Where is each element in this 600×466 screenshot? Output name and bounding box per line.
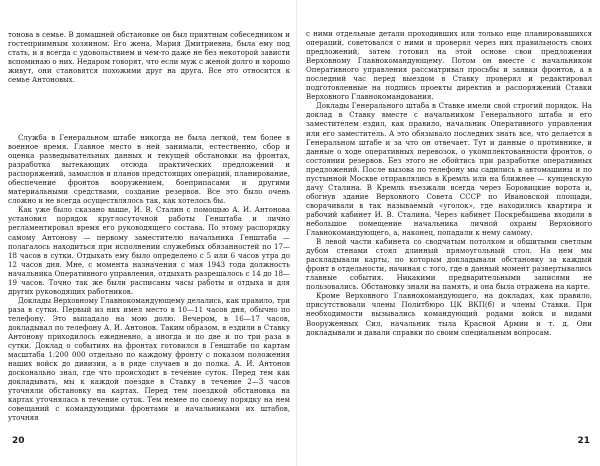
page-number: 20 <box>12 436 25 446</box>
page-number: 21 <box>577 436 590 446</box>
paragraph: В левой части кабинета со сводчатым потолком и обшитыми светлым дубом стенами стоял длинный прямоугольный стол. На нем мы раскладывали карты, по которым докладывали обстановку за каждый фронт в отдельности, начиная с того, где в данный момент развертывались главные события. Никакими предварительными записями не пользовались. Обстановку знали на память, и она была отражена на карте. <box>306 237 592 292</box>
left-page <box>8 0 290 466</box>
paragraph: Служба в Генеральном штабе никогда не была легкой, тем более в военное время. Главное место в ней занимали, естественно, сбор и оценка разведывательных данных и текущей обстановки на фронтах, разработка вытекающих отсюда практических предложений и распоряжений, замыслов и планов предстоящих операций, планирование, обеспечение фронтов вооружением, боеприпасами и другими материальными средствами, создание резервов. Все это было очень сложно и не всегда осуществлялось так, как хотелось бы. <box>8 133 290 206</box>
gutter <box>296 0 297 466</box>
left-top-block <box>8 30 290 84</box>
paragraph: тонова в семье. В домашней обстановке он был приятным собеседником и гостеприимным хозяином. Его жена, Мария Дмитриевна, была ему под стать, и я всегда с удовольствием и чем-то даже не без некоторой зависти вспоминаю о них. Недаром говорят, что если муж с женой долго и хорошо живут, они становятся похожими друг на друга. Все это относится к семье Антоновых. <box>8 30 290 85</box>
paragraph: Доклады Верховному Главнокомандующему делались, как правило, три раза в сутки. Первый из них имел место в 10—11 часов дня, обычно по телефону. Это выпадало на мою долю. Вечером, в 16—17 часов, докладывал по телефону А. И. Антонов. Таким образом, я ездили в Ставку Антонову приходилось ежедневно, а иногда и по две и по три раза в сутки. Доклад о событиях на фронтах готовился в Генштабе по картам масштаба 1:200 000 отдельно по каждому фронту с показом положения наших войск до дивизии, а в ряде случаев и до полка. А. И. Антонов досконально знал, где что происходит в течение суток. Перед тем как докладывать, мы к каждой поездке в Ставку в течение 2—3 часов уточняли обстановку на картах. Перед тем поездкой обстановка на картах уточнялась в течение суток. Тем немее по своему порядку на нем совещаний с командующими фронтами и начальниками их штабов, уточняя <box>8 295 290 423</box>
paragraph: Доклады Генерального штаба в Ставке имели свой строгий порядок. На доклад в Ставку вместе с начальником Генерального штаба и его заместителем ездил, как правило, начальник Оперативного управления или его заместитель. А это обязывало последних знать все, что делается в Генеральном штабе и за что он отвечает. Тут и данные о противнике, и данные о ходе оперативных перевозок, о укомплектованности фронтов, о состоянии резервов. Без этого не обойтись при разработке оперативных предложений. После вызова по телефону мы садились в автомашины и по пустынной Москве отправлялись в Кремль или на ближнее — кунцевскую дачу Сталина. В Кремль въезжали всегда через Боровицкие ворота и, обогнув здание Верховного Совета СССР по Ивановской площади, сворачивали в так называемый «уголок», где находились квартира и рабочий кабинет И. В. Сталина. Через кабинет Поскребышева входили в небольшое помещение начальника личной охраны Верховного Главнокомандующего, а, наконец, попадали к нему самому. <box>306 101 592 238</box>
left-body <box>8 133 290 423</box>
paragraph: Как уже было сказано выше, И. В. Сталин с помощью А. И. Антонова установил порядок круглосуточной работы Генштаба и лично регламентировал время его руководящего состава. По этому распорядку самому Антонову — первому заместителю начальника Генштаба — полагалось находиться при исполнении служебных обязанностей по 17—18 часов в сутки. Отдыхать ему было определено с 5 или 6 часов утра до 12 часов дня. Мне, с момента назначения с мая 1943 года должность начальника Оперативного управления, отдыхать разрешалось с 14 до 18—19 часов. Точно так же были расписаны часы работы и отдыха и для других руководящих работников. <box>8 205 290 296</box>
right-body <box>306 29 592 337</box>
paragraph: с ними отдельные детали проходивших или только еще планировавшихся операций, советовался с ними и проверял через них правильность своих предложений, затем готовил на этой основе свои предложения Верховному Главнокомандующему. Потом он вместе с начальником Оперативного управления рассматривал просьбы и заявки фронтов, а в последний час перед выездом в Ставку проверял и редактировал подготовленные на подпись проекты директив и распоряжений Ставки Верховного Главнокомандования. <box>306 29 592 102</box>
right-page <box>306 0 592 466</box>
paragraph: Кроме Верховного Главнокомандующего, на докладах, как правило, присутствовали члены Политбюро ЦК ВКП(б) и члены Ставки. При необходимости вызывались командующий родами войск и видами Вооруженных Сил, начальник тыла Красной Армии и т. д. Они докладывали и давали справки по своим специальным вопросам. <box>306 291 592 337</box>
